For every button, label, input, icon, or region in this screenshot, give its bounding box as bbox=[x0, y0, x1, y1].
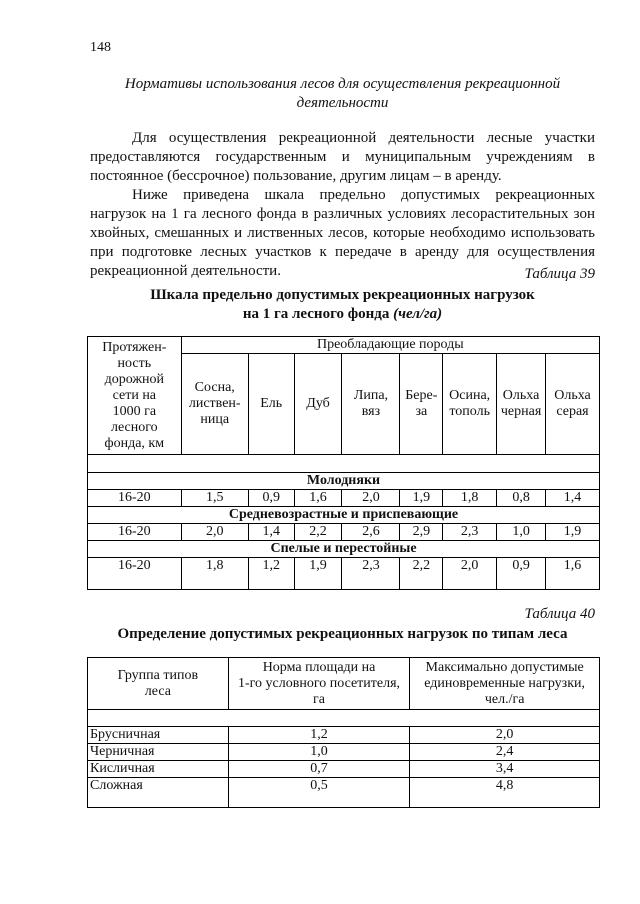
table-row bbox=[88, 727, 600, 744]
value-cell: 1,8 bbox=[181, 558, 248, 590]
load-cell: 3,4 bbox=[410, 761, 600, 778]
column-header bbox=[410, 658, 600, 710]
value-cell: 0,9 bbox=[248, 490, 294, 507]
row-header-line: фонда, км bbox=[104, 435, 165, 451]
species-name-line: серая bbox=[556, 404, 589, 419]
value-cell: 1,6 bbox=[294, 490, 342, 507]
value-cell: 1,5 bbox=[181, 490, 248, 507]
row-header-line: лесного bbox=[110, 419, 158, 435]
value-cell: 1,6 bbox=[545, 558, 599, 590]
value-cell: 0,9 bbox=[497, 558, 546, 590]
row-header-line: 1000 га bbox=[112, 403, 157, 419]
column-header-line: чел./га bbox=[484, 691, 525, 707]
group-cell: Сложная bbox=[88, 778, 229, 808]
table-40-title: Определение допустимых рекреационных нагрузок по типам леса bbox=[117, 626, 568, 642]
table-40 bbox=[87, 657, 600, 808]
species-name-line: Бере- bbox=[405, 388, 438, 403]
value-cell: 2,2 bbox=[294, 524, 342, 541]
value-cell: 1,9 bbox=[545, 524, 599, 541]
area-cell: 0,7 bbox=[228, 761, 410, 778]
column-header-line: Норма площади на bbox=[262, 659, 376, 675]
section-title: Средневозрастные и приспевающие bbox=[88, 507, 600, 524]
table-row bbox=[88, 744, 600, 761]
table-row bbox=[88, 490, 600, 507]
column-header-line: га bbox=[313, 691, 325, 707]
title-line: Нормативы использования лесов для осуществления рекреационной bbox=[124, 76, 561, 92]
table-row bbox=[88, 778, 600, 808]
species-name-line: Сосна, bbox=[194, 380, 235, 395]
value-cell: 1,9 bbox=[400, 490, 443, 507]
load-cell: 4,8 bbox=[410, 778, 600, 808]
paragraph-2: Ниже приведена шкала предельно допустимых рекреационных нагрузок на 1 га лесного фонда в различных условиях лесорастительных зон хвойных, смешанных и лиственных лесов, которые необходимо использовать при подготовке лесных участков к передаче в аренду для осуществления рекреационной деятельности. bbox=[90, 187, 595, 279]
species-header bbox=[443, 354, 497, 455]
value-cell: 2,0 bbox=[443, 558, 497, 590]
table-40-label: Таблица 40 bbox=[524, 606, 595, 622]
page-number: 148 bbox=[90, 40, 111, 55]
document-title bbox=[90, 75, 595, 113]
species-header bbox=[400, 354, 443, 455]
group-cell: Черничная bbox=[88, 744, 229, 761]
range-cell: 16-20 bbox=[88, 558, 182, 590]
table-39-title bbox=[90, 286, 595, 324]
section-title: Спелые и перестойные bbox=[88, 541, 600, 558]
row-header-line: дорожной bbox=[104, 371, 165, 387]
value-cell: 2,6 bbox=[342, 524, 400, 541]
row-header-cell bbox=[88, 337, 182, 455]
species-name-line: Ольха bbox=[554, 388, 591, 403]
value-cell: 2,3 bbox=[443, 524, 497, 541]
column-header bbox=[228, 658, 410, 710]
row-header-line: ность bbox=[117, 355, 152, 371]
value-cell: 0,8 bbox=[497, 490, 546, 507]
column-header-line: Группа типов bbox=[117, 667, 199, 683]
row-header-line: сети на bbox=[112, 387, 157, 403]
area-cell: 0,5 bbox=[228, 778, 410, 808]
table-row bbox=[88, 558, 600, 590]
column-header-line: единовременные нагрузки, bbox=[424, 675, 586, 691]
column-header-line: Максимально допустимые bbox=[425, 659, 584, 675]
range-cell: 16-20 bbox=[88, 490, 182, 507]
value-cell: 2,3 bbox=[342, 558, 400, 590]
area-cell: 1,0 bbox=[228, 744, 410, 761]
range-cell: 16-20 bbox=[88, 524, 182, 541]
title-line: деятельности bbox=[296, 95, 389, 111]
paragraph-1: Для осуществления рекреационной деятельности лесные участки предоставляются государственным и муниципальным учреждениям в постоянное (бессрочное) пользование, другим лицам – в аренду. bbox=[90, 130, 595, 184]
spacer-row bbox=[88, 455, 600, 473]
value-cell: 1,2 bbox=[248, 558, 294, 590]
species-header bbox=[181, 354, 248, 455]
species-header bbox=[545, 354, 599, 455]
species-name-line: за bbox=[415, 404, 428, 419]
species-name-line: ница bbox=[200, 412, 230, 427]
table-row bbox=[88, 761, 600, 778]
row-header-line: Протяжен- bbox=[102, 339, 167, 355]
value-cell: 1,8 bbox=[443, 490, 497, 507]
value-cell: 2,9 bbox=[400, 524, 443, 541]
species-header bbox=[248, 354, 294, 455]
column-header-line: леса bbox=[144, 683, 171, 699]
species-name-line: Ель bbox=[260, 396, 283, 411]
load-cell: 2,0 bbox=[410, 727, 600, 744]
value-cell: 1,4 bbox=[545, 490, 599, 507]
species-name-line: листвен- bbox=[188, 396, 241, 411]
species-name-line: Ольха bbox=[502, 388, 540, 403]
group-cell: Кисличная bbox=[88, 761, 229, 778]
table-39-title-line2: на 1 га лесного фонда bbox=[242, 306, 390, 322]
column-header-line: 1-го условного посетителя, bbox=[237, 675, 401, 691]
species-name-line: вяз bbox=[361, 404, 381, 419]
species-name-line: Осина, bbox=[449, 388, 491, 403]
species-name-line: тополь bbox=[449, 404, 490, 419]
species-name-line: Дуб bbox=[306, 396, 330, 411]
species-header bbox=[342, 354, 400, 455]
group-header: Преобладающие породы bbox=[181, 337, 599, 354]
value-cell: 1,4 bbox=[248, 524, 294, 541]
section-title: Молодняки bbox=[88, 473, 600, 490]
table-39-title-line1: Шкала предельно допустимых рекреационных нагрузок bbox=[150, 287, 535, 303]
species-name-line: Липа, bbox=[353, 388, 389, 403]
value-cell: 2,0 bbox=[342, 490, 400, 507]
table-row bbox=[88, 524, 600, 541]
table-39 bbox=[87, 336, 600, 590]
value-cell: 1,9 bbox=[294, 558, 342, 590]
species-name-line: черная bbox=[500, 404, 542, 419]
table-39-label: Таблица 39 bbox=[524, 266, 595, 282]
load-cell: 2,4 bbox=[410, 744, 600, 761]
value-cell: 1,0 bbox=[497, 524, 546, 541]
spacer-row bbox=[88, 710, 600, 727]
table-39-title-unit: (чел/га) bbox=[393, 306, 443, 322]
area-cell: 1,2 bbox=[228, 727, 410, 744]
species-header bbox=[294, 354, 342, 455]
value-cell: 2,2 bbox=[400, 558, 443, 590]
column-header bbox=[88, 658, 229, 710]
value-cell: 2,0 bbox=[181, 524, 248, 541]
group-cell: Брусничная bbox=[88, 727, 229, 744]
species-header bbox=[497, 354, 546, 455]
